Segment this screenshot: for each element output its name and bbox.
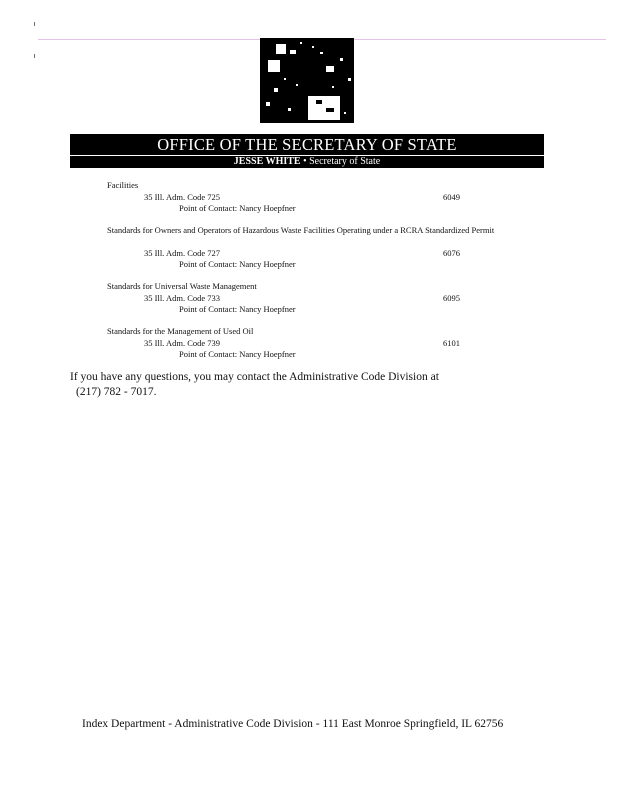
- official-line: [70, 156, 544, 167]
- listing-page: 6049: [443, 192, 460, 202]
- listing-code: 35 Ill. Adm. Code 725: [144, 192, 221, 202]
- official-role: Secretary of State: [309, 156, 381, 167]
- letterhead-banner: [70, 134, 544, 168]
- bullet-separator: •: [303, 156, 307, 167]
- official-name: JESSE WHITE: [233, 156, 301, 167]
- listing-contact: Point of Contact: Nancy Hoepfner: [179, 203, 296, 213]
- closing-paragraph: [70, 370, 490, 400]
- listing-contact: Point of Contact: Nancy Hoepfner: [179, 349, 296, 359]
- page-footer: Index Department - Administrative Code Division - 111 East Monroe Springfield, IL 62756: [82, 718, 504, 730]
- listing-code: 35 Ill. Adm. Code 739: [144, 338, 221, 348]
- closing-text: If you have any questions, you may contact the Administrative Code Division at: [70, 371, 439, 383]
- listing-heading: Standards for Universal Waste Management: [107, 281, 257, 291]
- margin-tick-mark: [34, 22, 35, 26]
- listing-contact: Point of Contact: Nancy Hoepfner: [179, 304, 296, 314]
- margin-tick-mark: [34, 54, 35, 58]
- state-seal-icon: [260, 38, 354, 123]
- listing-code: 35 Ill. Adm. Code 733: [144, 293, 221, 303]
- listing-code: 35 Ill. Adm. Code 727: [144, 248, 221, 258]
- listing-heading: Facilities: [107, 180, 139, 190]
- listing-page: 6101: [443, 338, 460, 348]
- listing-page: 6076: [443, 248, 460, 258]
- listing-heading: Standards for the Management of Used Oil: [107, 326, 254, 336]
- listing-page: 6095: [443, 293, 460, 303]
- office-title: OFFICE OF THE SECRETARY OF STATE: [157, 135, 457, 154]
- listing-heading: Standards for Owners and Operators of Hazardous Waste Facilities Operating under a RCRA Standardized Permit: [107, 225, 495, 235]
- listing-contact: Point of Contact: Nancy Hoepfner: [179, 259, 296, 269]
- contact-phone: (217) 782 - 7017.: [76, 386, 157, 398]
